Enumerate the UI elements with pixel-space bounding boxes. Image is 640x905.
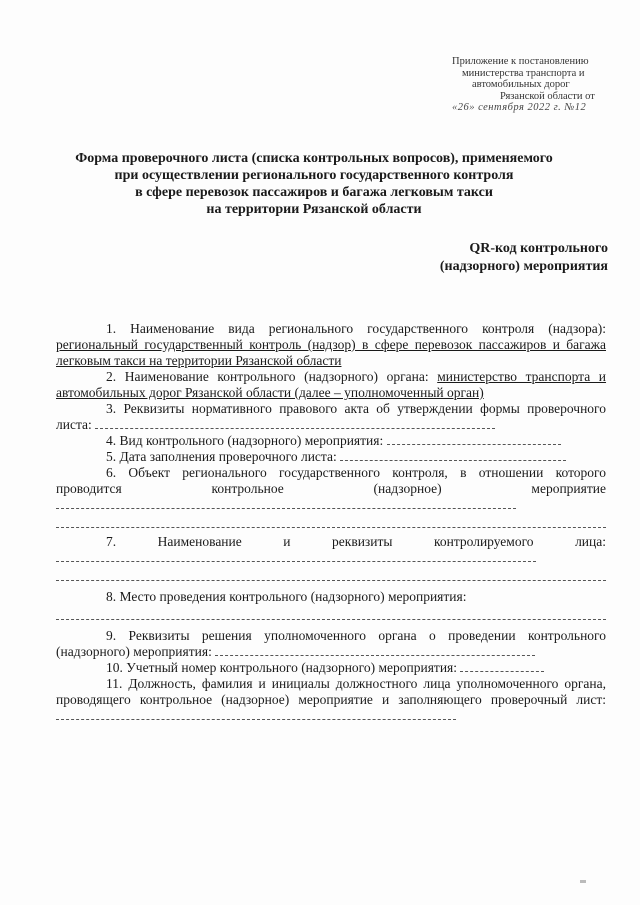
item-9-field[interactable] [215,645,535,656]
appendix-line: министерства транспорта и [462,67,585,79]
item-11-label: 11. Должность, фамилия и инициалы должностного лица уполномоченного органа, проводящего контрольное (надзорное) мероприятие и заполняющего проверочный лист: [56,676,606,707]
item-6 [56,465,606,513]
title-line: Форма проверочного листа (списка контрольных вопросов), применяемого [75,151,553,166]
item-6-field[interactable] [56,498,516,509]
item-4 [56,433,606,449]
appendix-line: автомобильных дорог [472,79,570,90]
item-3-field[interactable] [95,418,495,429]
item-7-label: 7. Наименование и реквизиты контролируемого лица: [106,534,606,549]
item-10-field[interactable] [460,661,544,672]
item-8-field[interactable] [56,607,606,620]
appendix-line: Рязанской области от [500,90,595,102]
item-9 [56,628,606,660]
qr-line: (надзорного) мероприятия [439,259,608,274]
title-line: при осуществлении регионального государственного контроля [114,168,514,183]
appendix-note [452,56,602,114]
item-1-value: региональный государственный контроль (надзор) в сфере перевозок пассажиров и багажа легковым такси на территории Рязанской области [56,337,606,368]
item-6-label: 6. Объект регионального государственного контроля, в отношении которого проводится контрольное (надзорное) мероприятие [56,465,606,496]
item-10-label: 10. Учетный номер контрольного (надзорного) мероприятия: [106,660,458,675]
title-line: на территории Рязанской области [206,202,422,217]
checklist-items [56,321,606,724]
item-7-extra-line[interactable] [56,568,606,581]
item-8-label: 8. Место проведения контрольного (надзорного) мероприятия: [106,589,467,604]
title-line: в сфере перевозок пассажиров и багажа легковым такси [135,185,493,200]
item-1-label: 1. Наименование вида регионального государственного контроля (надзора): [106,321,606,336]
item-2 [56,369,606,401]
item-6-extra-line[interactable] [56,515,606,528]
item-11-field[interactable] [56,709,456,720]
item-5-field[interactable] [340,450,566,461]
item-2-label: 2. Наименование контрольного (надзорного) органа: [106,369,429,384]
qr-line: QR-код контрольного [469,241,608,256]
item-7-field[interactable] [56,551,536,562]
item-9-label: 9. Реквизиты решения уполномоченного органа о проведении контрольного (надзорного) мероприятия: [56,628,606,659]
scan-mark [580,880,586,883]
item-5 [56,449,606,465]
item-8 [56,589,606,605]
item-2-value: министерство транспорта и автомобильных дорог Рязанской области (далее – уполномоченный орган) [56,369,607,400]
item-11 [56,676,606,724]
item-4-label: 4. Вид контрольного (надзорного) мероприятия: [106,433,384,448]
item-1 [56,321,606,369]
item-7 [56,534,606,566]
item-4-field[interactable] [387,434,561,445]
item-3-label: 3. Реквизиты нормативного правового акта об утверждении формы проверочного листа: [56,401,606,432]
appendix-line: Приложение к постановлению [452,56,589,67]
item-10 [56,660,606,676]
document-title [40,150,588,218]
item-5-label: 5. Дата заполнения проверочного листа: [106,449,337,464]
appendix-date-signature: «26» сентября 2022 г. №12 [452,102,587,113]
qr-code-heading [388,240,608,276]
item-3 [56,401,606,433]
